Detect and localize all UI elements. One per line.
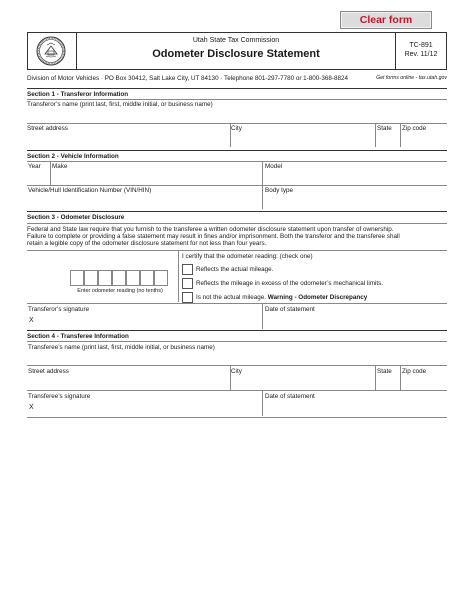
rule — [27, 99, 447, 100]
utah-state-seal-icon — [36, 36, 66, 66]
divider — [262, 303, 263, 329]
transferor-zip-label: Zip code — [402, 125, 427, 132]
agency-name: Utah State Tax Commission — [192, 37, 280, 44]
transferee-signature-mark: X — [29, 404, 34, 411]
transferee-state-label: State — [377, 368, 392, 375]
section3-top-rule — [27, 211, 447, 212]
transferor-city-field[interactable] — [231, 133, 374, 146]
transferee-zip-field[interactable] — [401, 376, 447, 389]
transferor-state-label: State — [377, 125, 392, 132]
transferee-state-field[interactable] — [376, 376, 399, 389]
disclosure-paragraph-line1: Federal and State law require that you furnish to the transferee a written odometer disclosure statement upon transfer of ownership. — [27, 226, 394, 233]
vin-field[interactable] — [27, 195, 261, 208]
rule — [27, 390, 447, 391]
section2-top-rule — [27, 150, 447, 151]
divider — [178, 250, 179, 302]
clear-form-button[interactable]: Clear form — [340, 11, 432, 29]
not-actual-mileage-checkbox[interactable] — [182, 292, 193, 303]
transferee-name-label: Transferee’s name (print last, first, middle initial, or business name) — [28, 344, 215, 351]
odometer-discrepancy-warning: Warning - Odometer Discrepancy — [267, 294, 368, 301]
transferor-name-label: Transferor’s name (print last, first, middle initial, or business name) — [27, 101, 213, 108]
rule — [27, 341, 447, 342]
forms-online-link[interactable]: Get forms online - tax.utah.gov — [376, 75, 447, 81]
vehicle-model-label: Model — [265, 163, 283, 170]
vehicle-model-field[interactable] — [264, 171, 447, 184]
rule — [27, 303, 447, 304]
odometer-reading-caption: Enter odometer reading (no tenths) — [77, 288, 163, 294]
vehicle-year-field[interactable] — [27, 171, 49, 184]
section1-heading: Section 1 - Transferor Information — [27, 91, 129, 98]
transferor-signature-label: Transferor’s signature — [28, 306, 90, 313]
transferor-date-label: Date of statement — [265, 306, 315, 313]
rule — [27, 223, 447, 224]
transferor-name-field[interactable] — [27, 109, 447, 122]
divider — [262, 161, 263, 185]
section2-heading: Section 2 - Vehicle Information — [27, 153, 119, 160]
odometer-digit-2[interactable] — [84, 270, 98, 286]
transferee-date-field[interactable] — [264, 402, 447, 414]
form-revision: Rev. 11/12 — [404, 51, 438, 58]
odometer-digit-6[interactable] — [140, 270, 154, 286]
odometer-digit-4[interactable] — [112, 270, 126, 286]
transferor-signature-field[interactable] — [38, 315, 260, 327]
transferee-city-field[interactable] — [231, 376, 374, 389]
rule — [27, 250, 447, 251]
section1-top-rule — [27, 88, 447, 89]
odometer-digit-3[interactable] — [98, 270, 112, 286]
divider — [262, 185, 263, 209]
exceeds-limits-label: Reflects the mileage in excess of the odometer’s mechanical limits. — [196, 280, 384, 287]
not-actual-mileage-text: Is not the actual mileage. — [196, 294, 267, 301]
section4-heading: Section 4 - Transferee Information — [27, 333, 129, 340]
transferee-name-field[interactable] — [27, 352, 447, 365]
odometer-digit-5[interactable] — [126, 270, 140, 286]
transferor-date-field[interactable] — [264, 315, 447, 327]
actual-mileage-checkbox[interactable] — [182, 264, 193, 275]
transferee-date-label: Date of statement — [265, 393, 315, 400]
certify-statement: I certify that the odometer reading: (check one) — [182, 253, 313, 260]
divider — [262, 390, 263, 416]
disclosure-paragraph-line2: Failure to complete or providing a false statement may result in fines and/or imprisonment. Both the transferor and the transferee shall — [27, 233, 400, 240]
rule — [27, 417, 447, 418]
transferor-city-label: City — [231, 125, 242, 132]
transferor-zip-field[interactable] — [401, 133, 447, 146]
agency-address: Division of Motor Vehicles · PO Box 30412, Salt Lake City, UT 84130 · Telephone 801-297-7780 or 1-800-368-8824 — [27, 75, 348, 82]
transferee-street-field[interactable] — [27, 376, 229, 389]
rule — [27, 123, 447, 124]
divider — [50, 161, 51, 185]
section4-top-rule — [27, 330, 447, 331]
transferee-street-label: Street address — [28, 368, 69, 375]
transferee-zip-label: Zip code — [402, 368, 427, 375]
form-title: Odometer Disclosure Statement — [152, 48, 320, 60]
rule — [27, 185, 447, 186]
transferor-street-label: Street address — [27, 125, 68, 132]
seal-cell — [27, 32, 77, 70]
transferee-signature-field[interactable] — [38, 402, 260, 414]
actual-mileage-label: Reflects the actual mileage. — [196, 266, 274, 273]
transferor-street-field[interactable] — [27, 133, 229, 146]
exceeds-limits-checkbox[interactable] — [182, 278, 193, 289]
rule — [27, 365, 447, 366]
vehicle-year-label: Year — [28, 163, 41, 170]
vehicle-make-label: Make — [52, 163, 68, 170]
rule — [27, 161, 447, 162]
disclosure-paragraph-line3: retain a legible copy of the odometer disclosure statement for not less than four years. — [27, 240, 267, 247]
transferor-signature-mark: X — [29, 317, 34, 324]
vin-label: Vehicle/Hull Identification Number (VIN/HIN) — [28, 187, 152, 194]
section3-heading: Section 3 - Odometer Disclosure — [27, 214, 125, 221]
transferor-state-field[interactable] — [376, 133, 399, 146]
body-type-field[interactable] — [264, 195, 447, 208]
form-number: TC-891 — [409, 42, 433, 49]
odometer-digit-1[interactable] — [70, 270, 84, 286]
not-actual-mileage-label — [196, 294, 367, 301]
odometer-digit-7[interactable] — [154, 270, 168, 286]
body-type-label: Body type — [265, 187, 294, 194]
vehicle-make-field[interactable] — [52, 171, 261, 184]
transferee-city-label: City — [231, 368, 242, 375]
transferee-signature-label: Transferee’s signature — [28, 393, 91, 400]
